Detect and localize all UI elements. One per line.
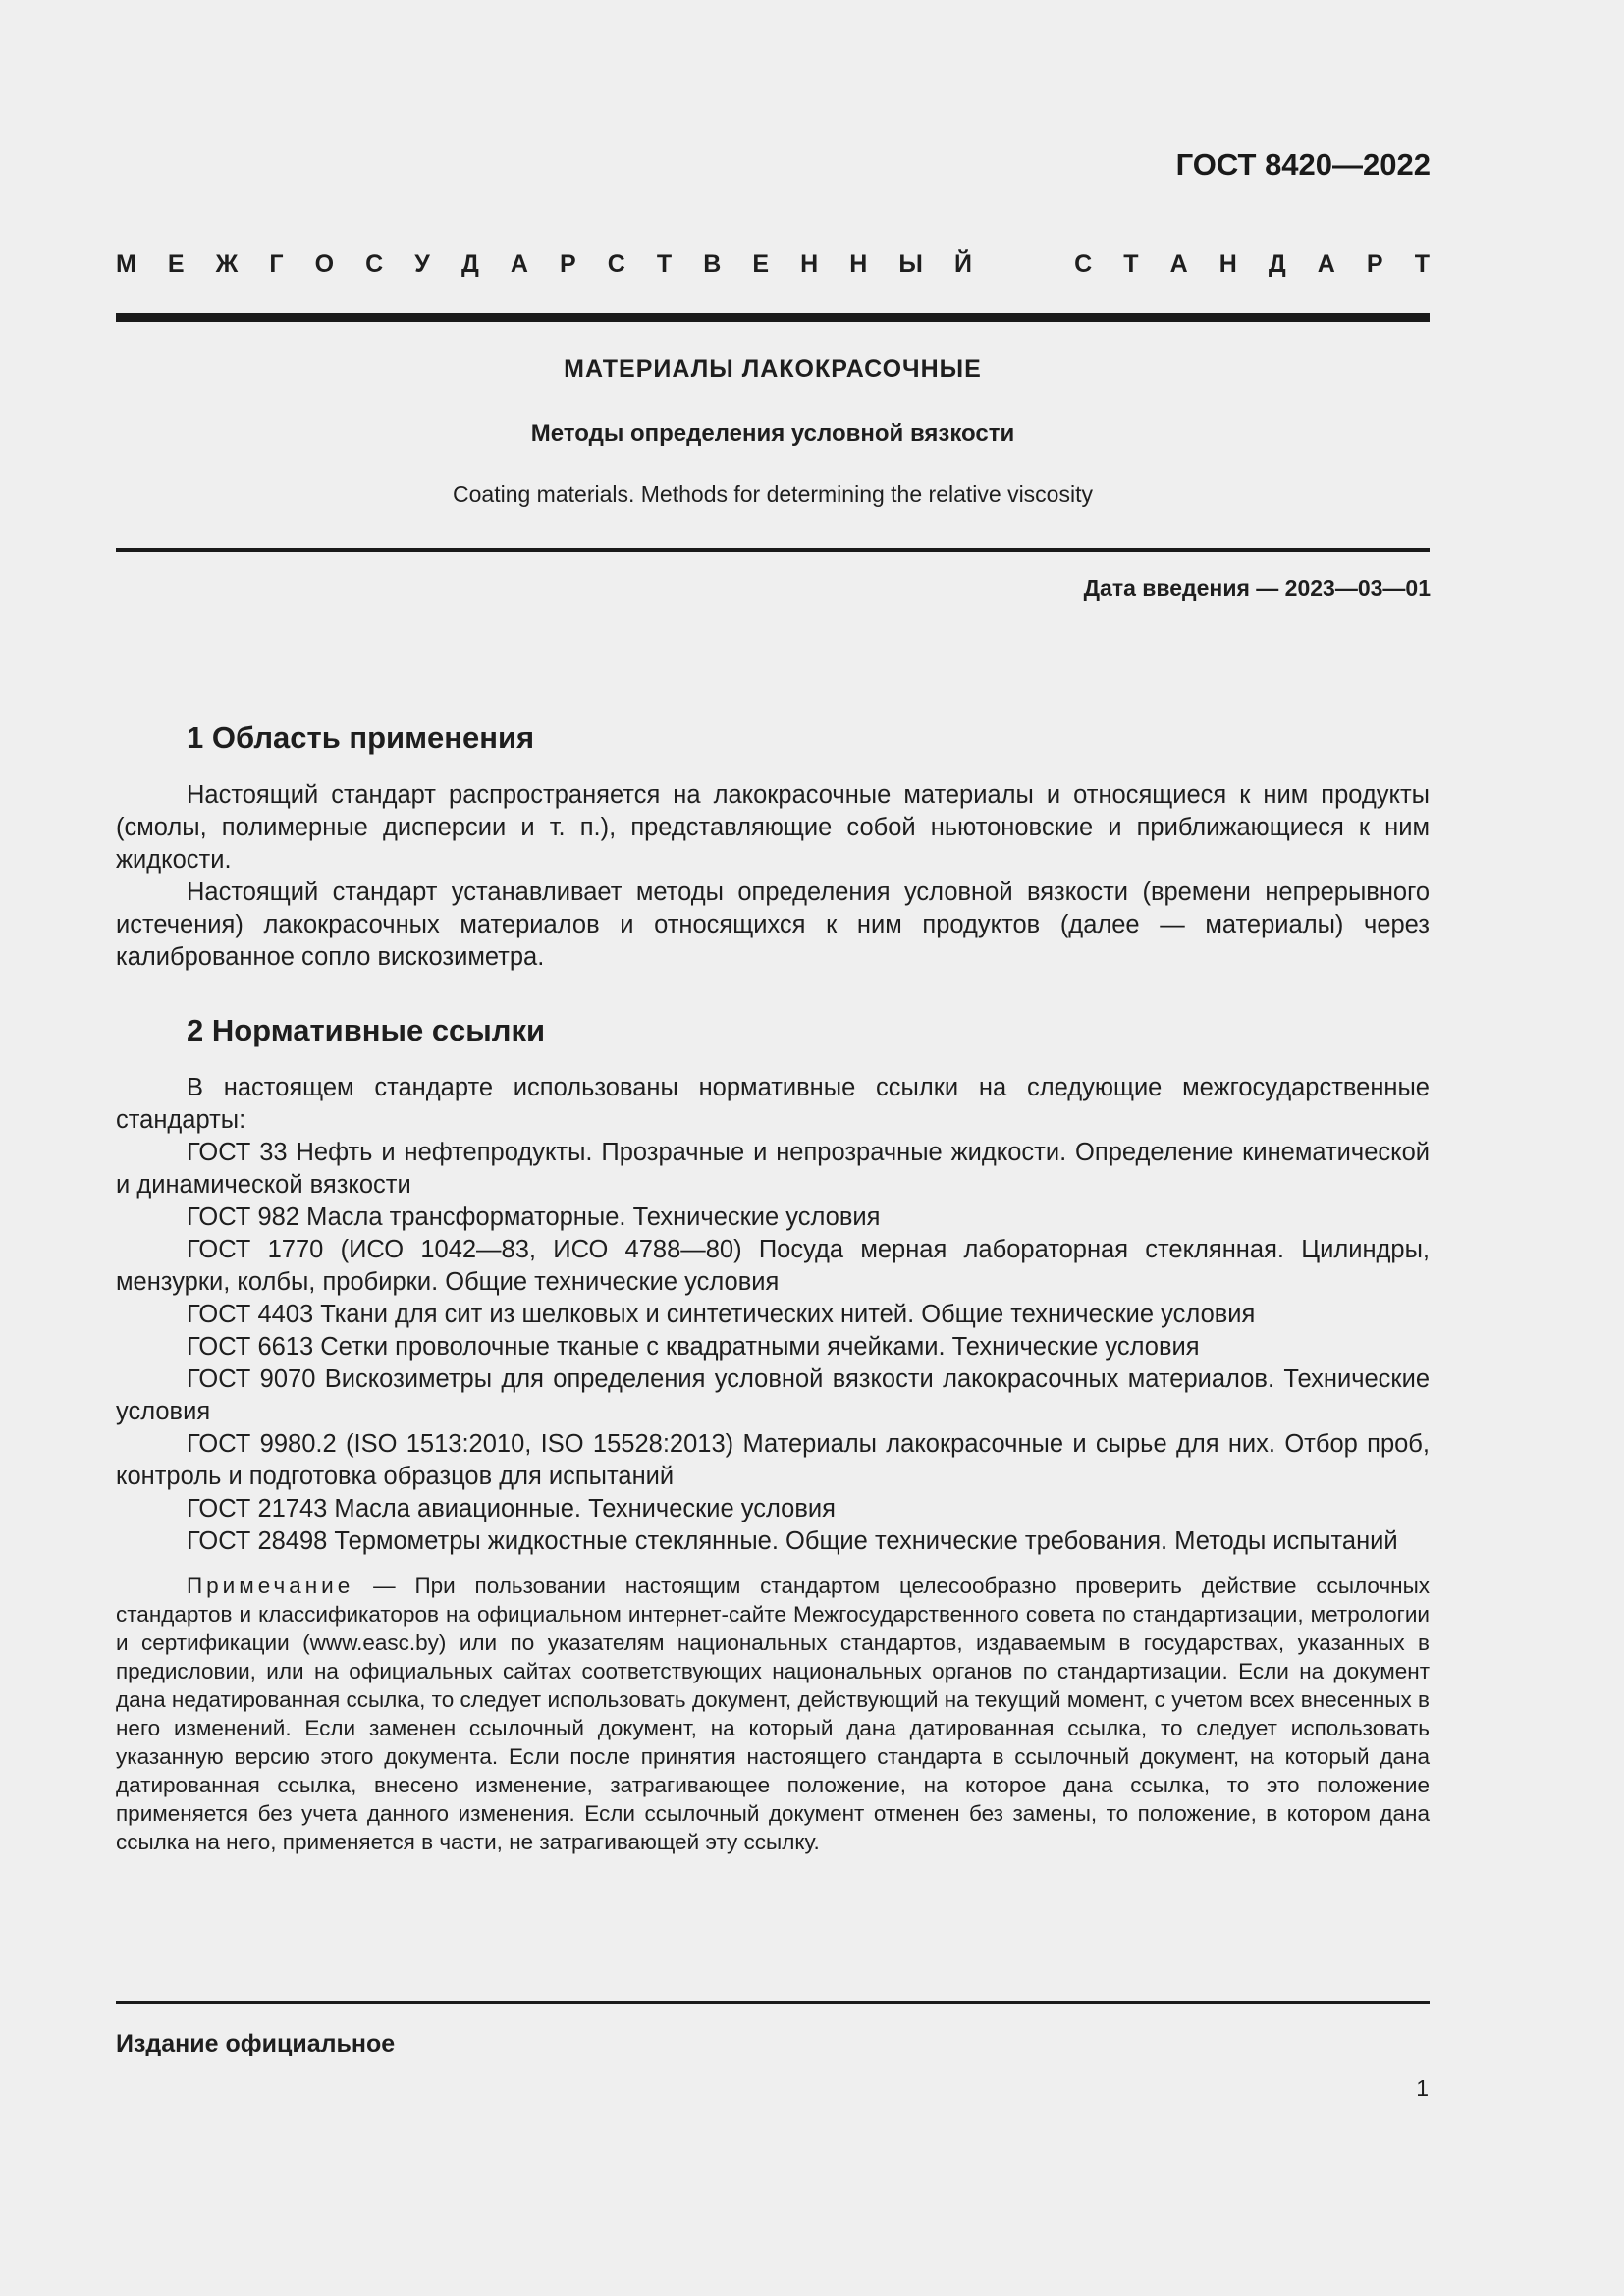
banner-letter: Р: [559, 250, 576, 278]
document-title: МАТЕРИАЛЫ ЛАКОКРАСОЧНЫЕ: [564, 355, 982, 383]
paragraph: В настоящем стандарте использованы нормативные ссылки на следующие межгосударственные стандарты:: [116, 1074, 1430, 1134]
reference-item: ГОСТ 9980.2 (ISO 1513:2010, ISO 15528:2013) Материалы лакокрасочные и сырье для них. Отбор проб, контроль и подготовка образцов для испытаний: [116, 1430, 1430, 1490]
reference-list: [116, 1072, 1430, 1558]
banner-letter: Е: [752, 250, 770, 278]
banner-letter: С: [1074, 250, 1093, 278]
banner-letter: Т: [1123, 250, 1139, 278]
banner-letter: Ы: [898, 250, 923, 278]
page-number: 1: [1416, 2075, 1429, 2101]
banner-letter: Е: [167, 250, 185, 278]
banner-letter: Т: [1414, 250, 1430, 278]
banner-letter: Д: [1268, 250, 1286, 278]
banner-letter: Н: [800, 250, 819, 278]
reference-item: ГОСТ 33 Нефть и нефтепродукты. Прозрачные и непрозрачные жидкости. Определение кинематической и динамической вязкости: [116, 1139, 1430, 1199]
title-rule: [116, 548, 1430, 552]
reference-item: ГОСТ 982 Масла трансформаторные. Технические условия: [187, 1203, 881, 1231]
reference-item: ГОСТ 28498 Термометры жидкостные стеклянные. Общие технические требования. Методы испытаний: [187, 1527, 1398, 1555]
reference-item: ГОСТ 6613 Сетки проволочные тканые с квадратными ячейками. Технические условия: [187, 1333, 1200, 1361]
banner-letter: В: [703, 250, 722, 278]
paragraph: Настоящий стандарт устанавливает методы определения условной вязкости (времени непрерывного истечения) лакокрасочных материалов и относящихся к ним продуктов (далее — материалы) через калиброванное сопло вискозиметра.: [116, 879, 1430, 971]
header-rule: [116, 313, 1430, 322]
document-title-english: Coating materials. Methods for determining the relative viscosity: [453, 481, 1093, 507]
reference-item: ГОСТ 21743 Масла авиационные. Технические условия: [187, 1495, 836, 1522]
banner-word-gap: [1003, 250, 1043, 279]
banner-letter: С: [607, 250, 625, 278]
paragraph: Настоящий стандарт распространяется на лакокрасочные материалы и относящиеся к ним продукты (смолы, полимерные дисперсии и т. п.), представляющие собой ньютоновские и приближающиеся к ним жидкости.: [116, 781, 1430, 874]
document-body: [116, 717, 1430, 1856]
reference-item: ГОСТ 9070 Вискозиметры для определения условной вязкости лакокрасочных материалов. Технические условия: [116, 1365, 1430, 1425]
section-heading-normative-references: 2 Нормативные ссылки: [187, 1013, 546, 1047]
reference-item: ГОСТ 4403 Ткани для сит из шелковых и синтетических нитей. Общие технические условия: [187, 1301, 1256, 1328]
banner-letter: Т: [656, 250, 673, 278]
footer-rule: [116, 2001, 1430, 2004]
reference-item: ГОСТ 1770 (ИСО 1042—83, ИСО 4788—80) Посуда мерная лабораторная стеклянная. Цилиндры, мензурки, колбы, пробирки. Общие технические условия: [116, 1236, 1430, 1296]
banner-letter: О: [314, 250, 335, 278]
note-text: — При пользовании настоящим стандартом целесообразно проверить действие ссылочных стандартов и классификаторов на официальном интернет-сайте Межгосударственного совета по стандартизации, метрологии и сертификации (www.easc.by) или по указателям национальных стандартов, издаваемым в государствах, указанных в предисловии, или на официальных сайтах соответствующих национальных органов по стандартизации. Если на документ дана недатированная ссылка, то следует использовать документ, действующий на текущий момент, с учетом всех внесенных в него изменений. Если заменен ссылочный документ, на который дана датированная ссылка, то следует использовать указанную версию этого документа. Если после принятия настоящего стандарта в ссылочный документ, на который дана датированная ссылка, внесено изменение, затрагивающее положение, на которое дана ссылка, то это положение применяется без учета данного изменения. Если ссылочный документ отменен без замены, то положение, в котором дана ссылка на него, применяется в части, не затрагивающей эту ссылку.: [116, 1574, 1430, 1854]
banner-letter: А: [510, 250, 528, 278]
banner-letter: У: [414, 250, 430, 278]
introduction-date: Дата введения — 2023—03—01: [1083, 575, 1431, 601]
banner-letter: Р: [1366, 250, 1383, 278]
edition-label: Издание официальное: [116, 2030, 396, 2057]
banner-letter: Й: [953, 250, 972, 278]
banner-letter: Д: [460, 250, 479, 278]
banner-letter: А: [1169, 250, 1188, 278]
note: [116, 1572, 1430, 1856]
note-label: Примечание: [187, 1574, 354, 1598]
interstate-standard-banner: [116, 250, 1430, 279]
banner-letter: Ж: [215, 250, 239, 278]
document-number: ГОСТ 8420—2022: [1175, 147, 1431, 182]
banner-letter: Н: [849, 250, 868, 278]
banner-letter: М: [116, 250, 136, 278]
document-subtitle: Методы определения условной вязкости: [530, 420, 1015, 447]
banner-letter: Н: [1218, 250, 1237, 278]
banner-letter: Г: [269, 250, 284, 278]
banner-letter: А: [1317, 250, 1335, 278]
section-heading-scope: 1 Область применения: [187, 721, 535, 755]
banner-letter: С: [365, 250, 384, 278]
